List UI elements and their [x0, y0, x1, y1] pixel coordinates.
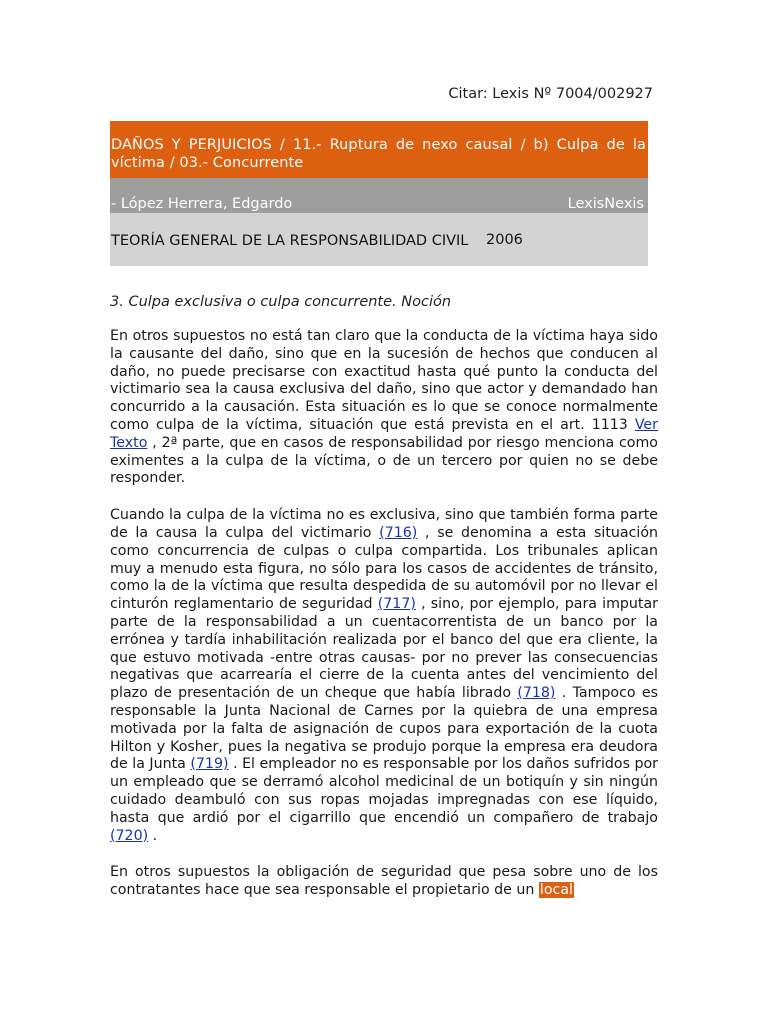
footnote-link-719[interactable]: (719) — [190, 756, 229, 773]
citation: Citar: Lexis Nº 7004/002927 — [448, 86, 653, 102]
document-header — [110, 121, 648, 266]
paragraph-text: , se denomina a esta situación como concurrencia de culpas o culpa compartida. Los tribunales aplican muy a menudo esta figura, no sólo para los casos de accidentes de tránsito, como la de la víctima que resulta despedida de su automóvil por no llevar el cinturón reglamentario de seguridad — [110, 524, 659, 613]
document-body — [110, 328, 658, 919]
work-bar — [110, 213, 648, 266]
author-name: - López Herrera, Edgardo — [111, 196, 293, 212]
paragraph — [110, 328, 658, 488]
topic-bar: DAÑOS Y PERJUICIOS / 11.- Ruptura de nexo causal / b) Culpa de la víctima / 03.- Concurrente — [110, 121, 648, 178]
footnote-link-717[interactable]: (717) — [377, 596, 416, 613]
section-title: 3. Culpa exclusiva o culpa concurrente. Noción — [110, 294, 452, 310]
ver-texto-link[interactable]: Ver Texto — [110, 416, 658, 451]
paragraph — [110, 507, 658, 845]
paragraph-text: . — [152, 827, 158, 844]
footnote-link-716[interactable]: (716) — [379, 524, 418, 541]
paragraph-text: , 2ª parte, que en casos de responsabilidad por riesgo menciona como eximentes a la culpa de la víctima, o de un tercero por quien no se debe responder. — [110, 434, 658, 487]
publication-year: 2006 — [486, 231, 523, 248]
highlighted-term: local — [539, 882, 573, 899]
footnote-link-718[interactable]: (718) — [517, 685, 556, 702]
paragraph-text: En otros supuestos no está tan claro que la conducta de la víctima haya sido la causante del daño, sino que en la sucesión de hechos que conducen al daño, no puede precisarse con exactitud hasta qué punto la conducta del victimario sea la causa exclusiva del daño, sino que actor y demandado han concurrido a la causación. Esta situación es lo que se conoce normalmente como culpa de la víctima, situación que está prevista en el art. 1113 — [110, 328, 658, 433]
footnote-link-720[interactable]: (720) — [110, 827, 149, 844]
paragraph-text: Cuando la culpa de la víctima no es exclusiva, sino que también forma parte de la causa la culpa del victimario — [110, 507, 658, 541]
paragraph — [110, 864, 658, 900]
publisher-name: LexisNexis — [567, 196, 644, 212]
paragraph-text: . El empleador no es responsable por los daños sufridos por un empleado que se derramó alcohol medicinal de un botiquín y sin ningún cuidado deambuló con sus ropas mojadas impregnadas con ese líquido, hasta que ardió por el cigarrillo que encendió un compañero de trabajo — [110, 756, 659, 826]
work-title: TEORÍA GENERAL DE LA RESPONSABILIDAD CIVIL — [111, 232, 469, 249]
paragraph-text: En otros supuestos la obligación de seguridad que pesa sobre uno de los contratantes hace que sea responsable el propietario de un — [110, 864, 658, 899]
paragraph-text: . Tampoco es responsable la Junta Nacional de Carnes por la quiebra de una empresa motivada por la falta de asignación de cupos para exportación de la cuota Hilton y Kosher, pues la negativa se produjo porque la empresa era deudora de la Junta — [110, 685, 658, 773]
author-bar — [110, 178, 648, 213]
paragraph-text: , sino, por ejemplo, para imputar parte de la responsabilidad a un cuentacorrentista de un banco por la errónea y tardía inhabilitación realizada por el banco del que era cliente, la que estuvo motivada -entre otras causas- por no prever las consecuencias negativas que acarrearía el cierre de la cuenta antes del vencimiento del plazo de presentación de un cheque que había librado — [110, 596, 659, 702]
